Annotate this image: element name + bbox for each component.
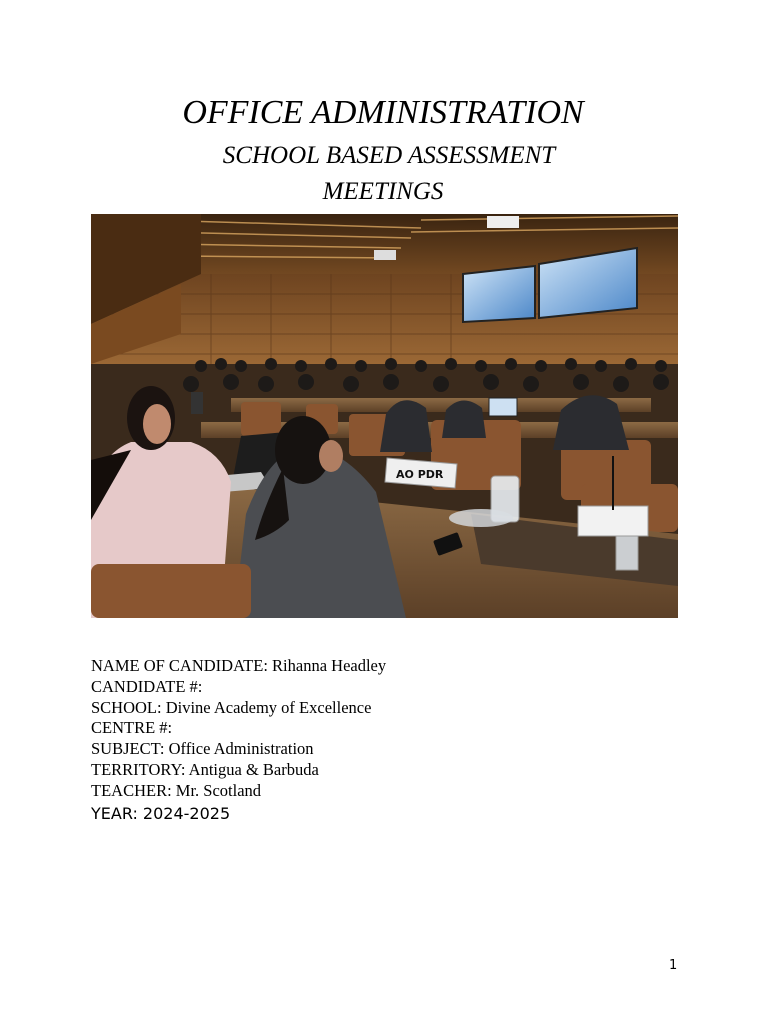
detail-territory: TERRITORY: Antigua & Barbuda	[91, 759, 319, 779]
detail-name: NAME OF CANDIDATE: Rihanna Headley	[91, 656, 387, 675]
detail-candidate-number: CANDIDATE #:	[91, 676, 203, 696]
detail-year: YEAR: 2024-2025	[91, 803, 231, 823]
conference-room-illustration	[91, 214, 678, 618]
document-topic: MEETINGS	[322, 178, 444, 205]
detail-centre-number: CENTRE #:	[91, 718, 173, 738]
detail-teacher: TEACHER: Mr. Scotland	[91, 780, 262, 800]
delegation-placard: AO PDR	[396, 468, 444, 481]
page-number: 1	[669, 958, 678, 973]
conference-photo	[91, 214, 678, 618]
detail-school: SCHOOL: Divine Academy of Excellence	[91, 697, 372, 717]
detail-subject: SUBJECT: Office Administration	[91, 739, 314, 759]
document-subtitle: SCHOOL BASED ASSESSMENT	[222, 142, 556, 169]
candidate-details	[91, 656, 386, 824]
document-title: OFFICE ADMINISTRATION	[182, 94, 584, 131]
